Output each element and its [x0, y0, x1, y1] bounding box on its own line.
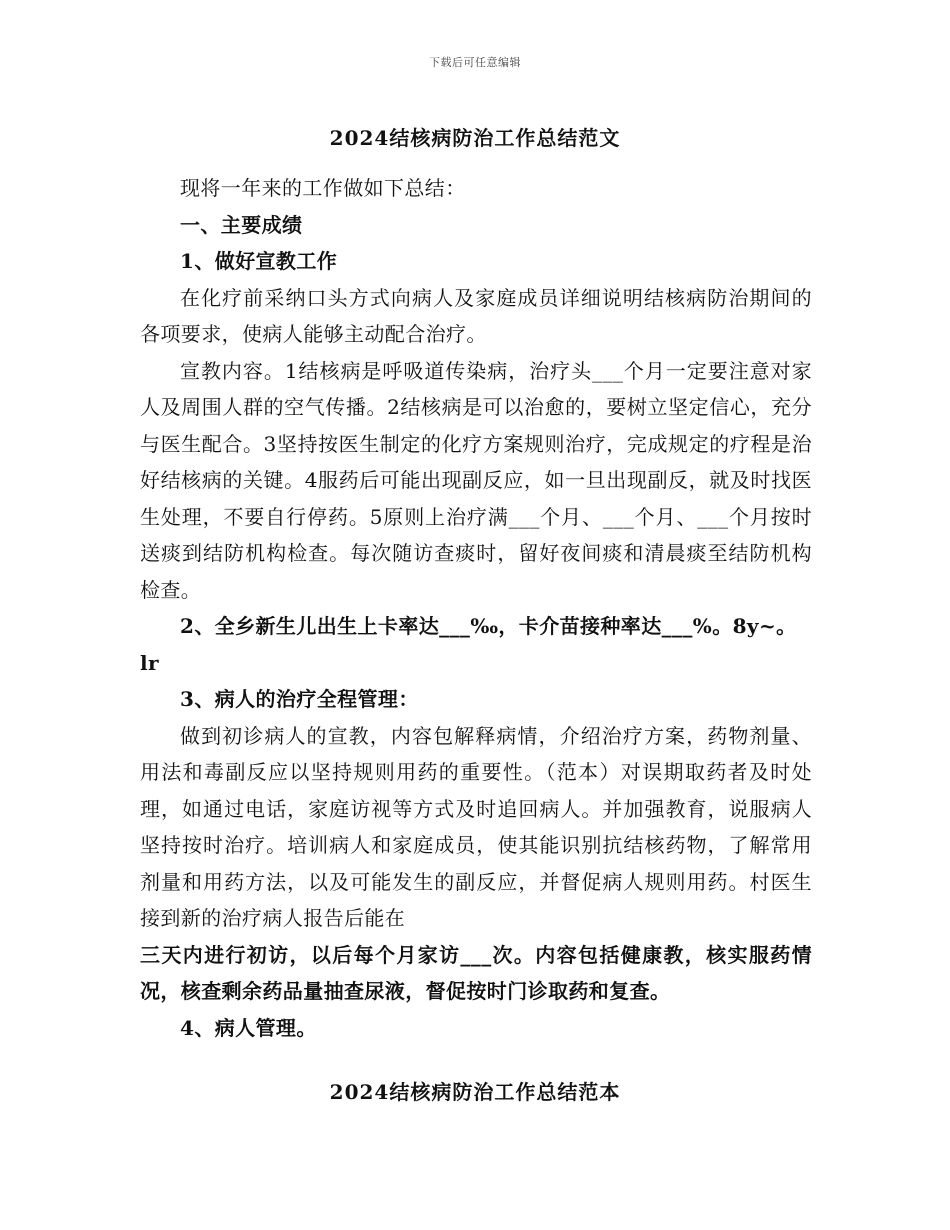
heading-patient-management: 4、病人管理。 [180, 1015, 317, 1040]
header-note: 下载后可任意编辑 [429, 56, 521, 69]
document-title: 2024结核病防治工作总结范文 [329, 126, 621, 150]
paragraph-intro: 现将一年来的工作做如下总结： [180, 176, 466, 200]
heading-newborn-rate: 2、全乡新生儿出生上卡率达___‰，卡介苗接种率达___%。8y~。 [180, 614, 797, 638]
paragraph-education-method: 在化疗前采纳口头方式向病人及家庭成员详细说明结核病防治期间的各项要求，使病人能够主动配合治疗。 [140, 285, 812, 346]
paragraph-home-visits: 三天内进行初访，以后每个月家访___次。内容包括健康教，核实服药情况，核查剩余药品量抽查尿液，督促按时门诊取药和复查。 [140, 942, 812, 1003]
paragraph-fragment: lr [140, 650, 159, 675]
heading-main-achievements: 一、主要成绩 [180, 212, 303, 237]
paragraph-treatment-management: 做到初诊病人的宣教，内容包解释病情，介绍治疗方案，药物剂量、用法和毒副反应以坚持规则用药的重要性。（范本）对误期取药者及时处理，如通过电话，家庭访视等方式及时追回病人。并加强教育，说服病人坚持按时治疗。培训病人和家庭成员，使其能识别抗结核药物，了解常用剂量和用药方法，以及可能发生的副反应，并督促病人规则用药。村医生接到新的治疗病人报告后能在 [140, 723, 812, 930]
paragraph-education-content: 宣教内容。1结核病是呼吸道传染病，治疗头___个月一定要注意对家人及周围人群的空气传播。2结核病是可以治愈的，要树立坚定信心，充分与医生配合。3坚持按医生制定的化疗方案规则治疗，完成规定的疗程是治好结核病的关键。4服药后可能出现副反应，如一旦出现副反，就及时找医生处理，不要自行停药。5原则上治疗满___个月、___个月、___个月按时送痰到结防机构检查。每次随访查痰时，留好夜间痰和清晨痰至结防机构检查。 [140, 358, 812, 602]
document-body [140, 170, 812, 1046]
heading-education-work: 1、做好宣教工作 [180, 249, 338, 273]
document-subtitle: 2024结核病防治工作总结范本 [329, 1080, 621, 1104]
heading-treatment-management: 3、病人的治疗全程管理： [180, 687, 419, 711]
